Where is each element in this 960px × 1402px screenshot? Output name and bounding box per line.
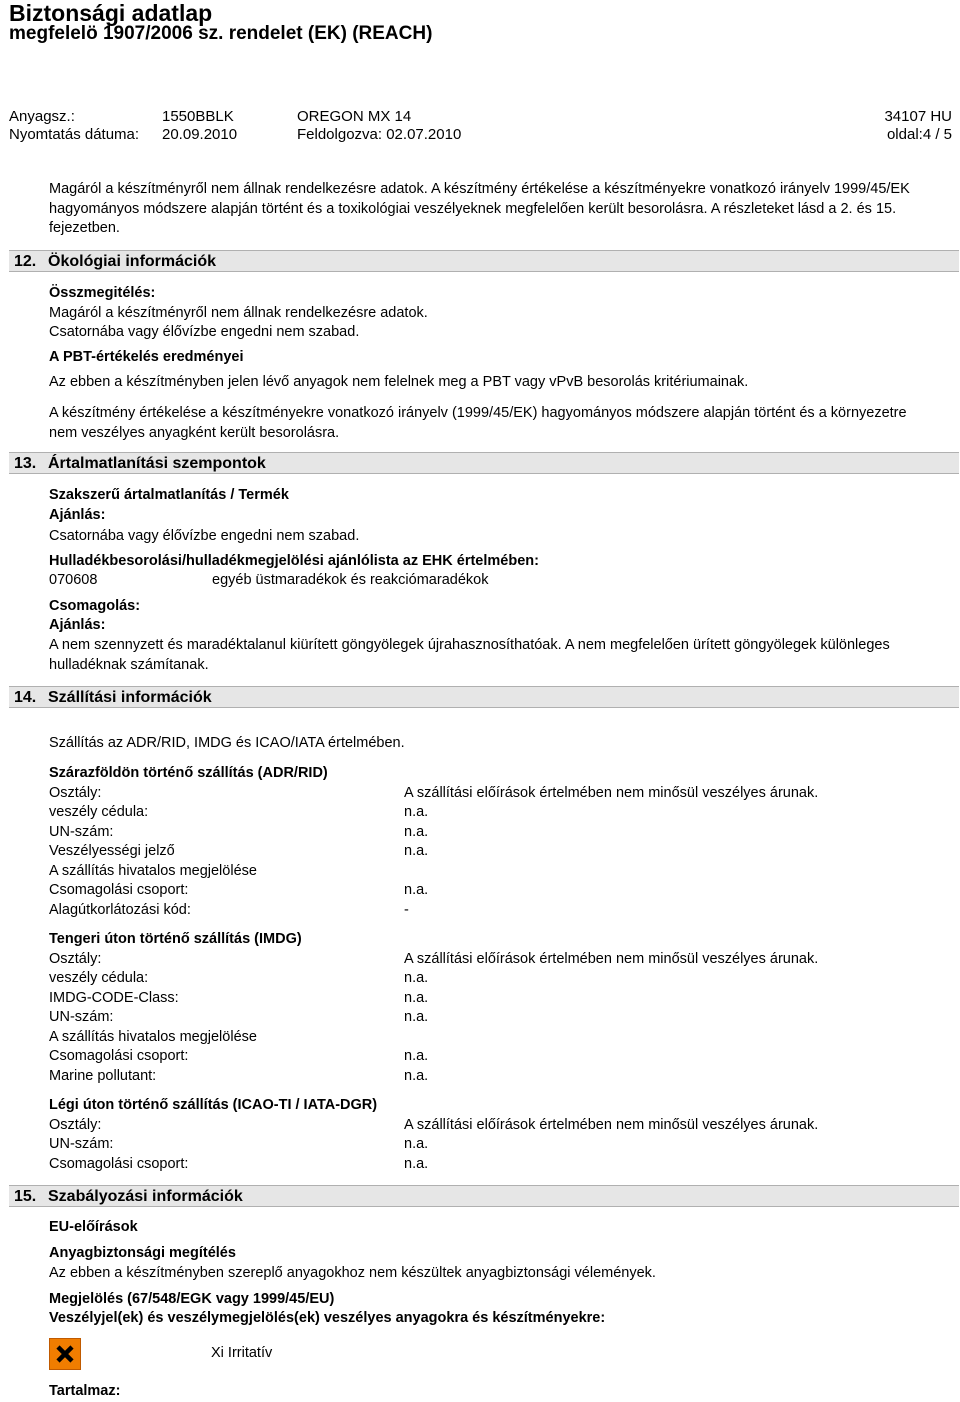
row-value: A szállítási előírások értelmében nem minősül veszélyes árunak. xyxy=(404,951,819,967)
row-label: Osztály: xyxy=(49,1117,102,1133)
row-label: Csomagolási csoport: xyxy=(49,882,189,898)
row-label: Osztály: xyxy=(49,951,102,967)
section-title: Szállítási információk xyxy=(48,689,212,706)
section-14-header xyxy=(9,686,959,708)
recommendation-label: Ajánlás: xyxy=(49,507,106,523)
hazard-symbol-xi-icon xyxy=(49,1338,81,1370)
irritant-cross-icon xyxy=(50,1339,80,1369)
adr-heading: Szárazföldön történő szállítás (ADR/RID) xyxy=(49,765,328,781)
row-label: veszély cédula: xyxy=(49,804,149,820)
row-value: n.a. xyxy=(404,882,429,898)
row-label: Csomagolási csoport: xyxy=(49,1048,189,1064)
recommendation-text: Csatornába vagy élővízbe engedni nem szabad. xyxy=(49,528,360,544)
row-label: A szállítás hivatalos megjelölése xyxy=(49,1029,257,1045)
row-value: - xyxy=(404,902,409,918)
row-value: n.a. xyxy=(404,804,429,820)
eu-regulations-label: EU-előírások xyxy=(49,1219,138,1235)
product-label: Anyagsz.: xyxy=(9,108,75,125)
row-label: Alagútkorlátozási kód: xyxy=(49,902,191,918)
row-value: n.a. xyxy=(404,1048,429,1064)
row-label: Osztály: xyxy=(49,785,102,801)
disposal-label: Szakszerű ártalmatlanítás / Termék xyxy=(49,487,289,503)
section-12-header xyxy=(9,250,959,272)
icao-row xyxy=(49,1135,949,1155)
waste-label: Hulladékbesorolási/hulladékmegjelölési ajánlólista az EHK értelmében: xyxy=(49,553,539,569)
packaging-label: Csomagolás: xyxy=(49,598,141,614)
section-number: 13. xyxy=(14,455,37,472)
hazard-symbol-caption: Xi Irritatív xyxy=(211,1345,273,1361)
adr-row xyxy=(49,842,949,862)
section-number: 15. xyxy=(14,1188,37,1205)
transport-intro: Szállítás az ADR/RID, IMDG és ICAO/IATA értelmében. xyxy=(49,735,405,751)
adr-row xyxy=(49,784,949,804)
print-date-label: Nyomtatás dátuma: xyxy=(9,126,140,143)
row-label: veszély cédula: xyxy=(49,970,149,986)
row-label: UN-szám: xyxy=(49,1009,114,1025)
row-value: n.a. xyxy=(404,1156,429,1172)
row-label: A szállítás hivatalos megjelölése xyxy=(49,863,257,879)
pbt-text: Az ebben a készítményben jelen lévő anyagok nem felelnek meg a PBT vagy vPvB besorolás kritériumainak. xyxy=(49,374,749,390)
icao-row xyxy=(49,1116,949,1136)
section-13-header xyxy=(9,452,959,474)
adr-row xyxy=(49,823,949,843)
assessment-label: Anyagbiztonsági megítélés xyxy=(49,1245,236,1261)
document-code: 34107 HU xyxy=(884,108,952,125)
evaluation-text: A készítmény értékelése a készítményekre vonatkozó irányelv (1999/45/EK) hagyományos módszere alapján történt és a környezetre nem veszélyes anyagként került besorolásra. xyxy=(49,405,907,441)
product-name: OREGON MX 14 xyxy=(297,108,412,125)
section-15-header xyxy=(9,1185,959,1207)
adr-row xyxy=(49,862,949,882)
imdg-row xyxy=(49,989,949,1009)
symbols-label: Veszélyjel(ek) és veszélymegjelölés(ek) veszélyes anyagokra és készítményekre: xyxy=(49,1310,606,1326)
summary-line-1: Magáról a készítményről nem állnak rendelkezésre adatok. xyxy=(49,305,428,321)
product-code: 1550BBLK xyxy=(162,108,234,125)
summary-label: Összmegitélés: xyxy=(49,285,156,301)
row-value: A szállítási előírások értelmében nem minősül veszélyes árunak. xyxy=(404,1117,819,1133)
row-value: n.a. xyxy=(404,1009,429,1025)
waste-description: egyéb üstmaradékok és reakciómaradékok xyxy=(212,572,489,588)
adr-row xyxy=(49,803,949,823)
row-label: UN-szám: xyxy=(49,824,114,840)
row-label: IMDG-CODE-Class: xyxy=(49,990,179,1006)
imdg-row xyxy=(49,1028,949,1048)
row-label: Veszélyességi jelző xyxy=(49,843,175,859)
packaging-text: A nem szennyzett és maradéktalanul kiürített göngyölegek újrahasznosíthatóak. A nem megfelelően ürített göngyölegek különleges hulladéknak számítanak. xyxy=(49,637,890,673)
marking-label: Megjelölés (67/548/EGK vagy 1999/45/EU) xyxy=(49,1291,335,1307)
icao-heading: Légi úton történő szállítás (ICAO-TI / IATA-DGR) xyxy=(49,1097,378,1113)
row-label: UN-szám: xyxy=(49,1136,114,1152)
imdg-row xyxy=(49,950,949,970)
section-title: Ártalmatlanítási szempontok xyxy=(48,455,266,472)
section-number: 14. xyxy=(14,689,37,706)
document-subtitle: megfelelö 1907/2006 sz. rendelet (EK) (REACH) xyxy=(9,23,433,44)
assessment-text: Az ebben a készítményben szereplő anyagokhoz nem készültek anyagbiztonsági vélemények. xyxy=(49,1265,656,1281)
processed-date: Feldolgozva: 02.07.2010 xyxy=(297,126,462,143)
icao-row xyxy=(49,1155,949,1175)
row-value: n.a. xyxy=(404,1068,429,1084)
row-value: A szállítási előírások értelmében nem minősül veszélyes árunak. xyxy=(404,785,819,801)
intro-paragraph: Magáról a készítményről nem állnak rendelkezésre adatok. A készítmény értékelése a készítményekre vonatkozó irányelv 1999/45/EK hagyományos módszere alapján történt és a toxikológiai veszélyeknek megfelelően került besorolásra. A részleteket lásd a 2. és 15. fejezetben. xyxy=(49,181,910,236)
waste-code: 070608 xyxy=(49,572,98,588)
adr-row xyxy=(49,901,949,921)
imdg-row xyxy=(49,1067,949,1087)
row-value: n.a. xyxy=(404,970,429,986)
summary-line-2: Csatornába vagy élővízbe engedni nem szabad. xyxy=(49,324,360,340)
section-title: Ökológiai információk xyxy=(48,253,217,270)
imdg-heading: Tengeri úton történő szállítás (IMDG) xyxy=(49,931,302,947)
imdg-row xyxy=(49,969,949,989)
row-label: Csomagolási csoport: xyxy=(49,1156,189,1172)
page-number: oldal:4 / 5 xyxy=(886,126,952,143)
imdg-row xyxy=(49,1047,949,1067)
row-value: n.a. xyxy=(404,824,429,840)
row-value: n.a. xyxy=(404,1136,429,1152)
row-label: Marine pollutant: xyxy=(49,1068,157,1084)
row-value: n.a. xyxy=(404,843,429,859)
adr-row xyxy=(49,881,949,901)
pbt-label: A PBT-értékelés eredményei xyxy=(49,349,244,365)
packaging-recommendation-label: Ajánlás: xyxy=(49,617,106,633)
section-number: 12. xyxy=(14,253,37,270)
document-title: Biztonsági adatlap xyxy=(9,0,213,26)
imdg-row xyxy=(49,1008,949,1028)
section-title: Szabályozási információk xyxy=(48,1188,243,1205)
print-date: 20.09.2010 xyxy=(162,126,238,143)
contains-label: Tartalmaz: xyxy=(49,1383,121,1399)
row-value: n.a. xyxy=(404,990,429,1006)
